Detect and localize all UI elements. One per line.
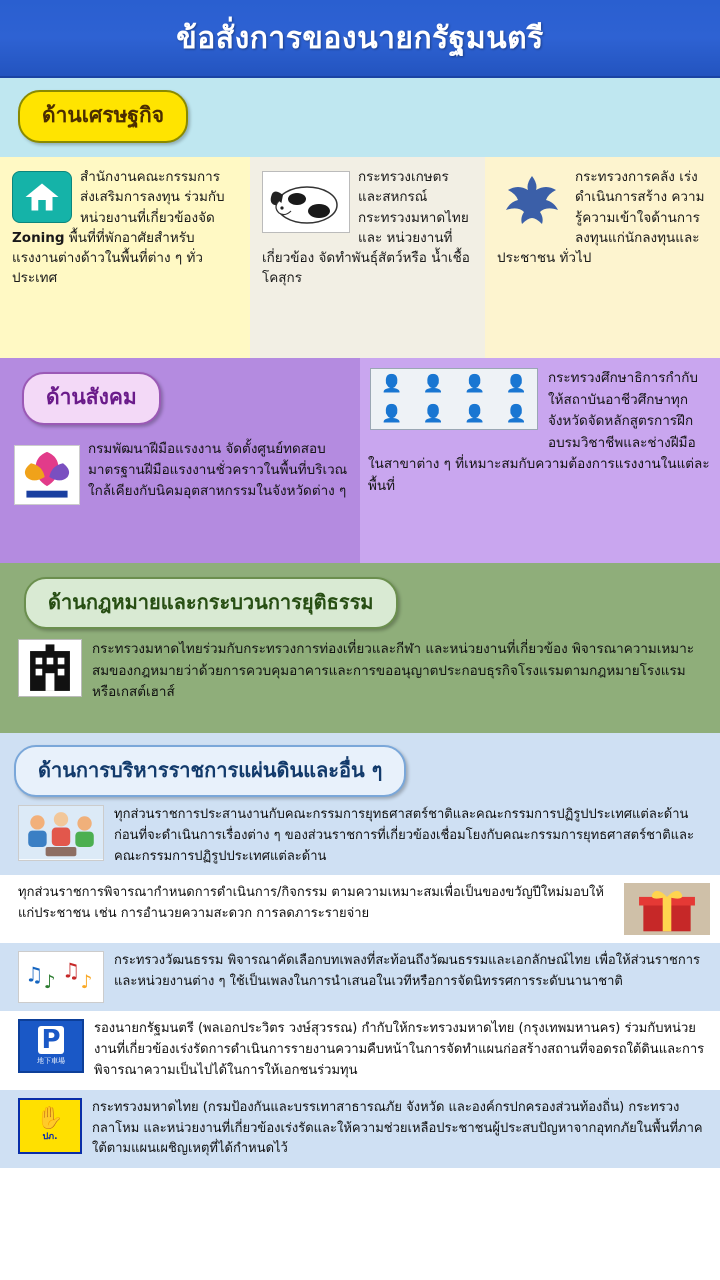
person-icon: 👤 — [422, 373, 444, 394]
svg-text:♪: ♪ — [43, 971, 56, 993]
garuda-icon — [497, 171, 567, 227]
cow-icon — [262, 171, 350, 233]
economy-card-2-line4: หน่วยงานที่ เกี่ยวข้อง — [262, 229, 453, 266]
economy-cards — [0, 157, 720, 367]
teamwork-icon — [18, 805, 104, 861]
section-admin — [0, 733, 720, 1168]
economy-card-1-line5: แรงงานต่างด้าวในพื้นที่ต่าง ๆ — [12, 250, 183, 266]
section-social-tag: ด้านสังคม — [22, 372, 161, 425]
section-admin-tag: ด้านการบริหารราชการแผ่นดินและอื่น ๆ — [14, 745, 406, 797]
admin-row — [0, 1090, 720, 1168]
social-right-text: กระทรวงศึกษาธิการกำกับให้สถาบันอาชีวศึกษาทุกจังหวัดจัดหลักสูตรการฝึกอบรมวิชาชีพและช่างฝีมือในสาขาต่าง ๆ ที่เหมาะสมกับความต้องการแรงงานในแต่ละพื้นที่ — [368, 370, 710, 494]
social-left-body — [0, 425, 360, 502]
section-economy — [0, 78, 720, 358]
svg-text:♪: ♪ — [80, 971, 93, 993]
people-grid-icon — [370, 368, 538, 430]
section-social — [0, 358, 720, 563]
home-icon — [12, 171, 72, 223]
social-left-panel — [0, 358, 360, 563]
economy-card-1-bold: Zoning — [12, 229, 65, 246]
admin-row-text: รองนายกรัฐมนตรี (พลเอกประวิตร วงษ์สุวรรณ) กำกับให้กระทรวงมหาดไทย (กรุงเทพมหานคร) ร่วมกับหน่วยงานที่เกี่ยวข้องเร่งรัดการดำเนินการรายงานความคืบหน้าในการจัดทำแผนก่อสร้างสถานที่จอดรถใต้ดินและการพิจารณาความเป็นไปได้ในการให้เอกชนร่วมทุน — [94, 1021, 705, 1078]
parking-sublabel: 地下車場 — [37, 1056, 65, 1065]
page-title: ข้อสั่งการของนายกรัฐมนตรี — [176, 20, 544, 56]
person-icon: 👤 — [381, 373, 403, 394]
gift-icon — [624, 883, 710, 935]
economy-card-2-line3: กระทรวงมหาดไทยและ — [358, 209, 469, 246]
admin-row-text: ทุกส่วนราชการพิจารณากำหนดการดำเนินการ/กิจกรรม ตามความเหมาะสมเพื่อเป็นของขวัญปีใหม่มอบให้แก่ประชาชน เช่น การอำนวยความสะดวก การลดภาระรายจ่าย — [18, 885, 604, 922]
svg-text:♫: ♫ — [25, 962, 44, 987]
music-icon — [18, 951, 104, 1003]
person-icon: 👤 — [464, 403, 486, 424]
section-law — [0, 563, 720, 733]
economy-card-1-line6: ทั่วประเทศ — [12, 250, 203, 287]
economy-card-3-line1: กระทรวงการคลัง — [575, 169, 675, 185]
admin-row — [0, 1011, 720, 1089]
economy-card-3 — [485, 157, 720, 367]
parking-icon — [18, 1019, 84, 1073]
economy-card-3-line5: ทั่วไป — [559, 250, 592, 266]
economy-card-1 — [0, 157, 250, 367]
admin-row — [0, 875, 720, 943]
admin-row-text: กระทรวงวัฒนธรรม พิจารณาคัดเลือกบทเพลงที่สะท้อนถึงวัฒนธรรมและเอกลักษณ์ไทย เพื่อให้ส่วนราชการและหน่วยงานต่าง ๆ ใช้เป็นเพลงในการนำเสนอในเวทีหรือการจัดนิทรรศการระดับนานาชาติ — [114, 953, 701, 990]
person-icon: 👤 — [505, 403, 527, 424]
section-law-tag: ด้านกฎหมายและกระบวนการยุติธรรม — [24, 577, 398, 629]
economy-card-2-line2: และสหกรณ์ — [358, 189, 428, 206]
economy-card-3-line3: ความรู้ความเข้าใจด้านการ — [575, 189, 705, 226]
agency-abbr: ปภ. — [42, 1131, 58, 1142]
economy-card-2-line1: กระทรวงเกษตร — [358, 169, 449, 185]
admin-row-text: ทุกส่วนราชการประสานงานกับคณะกรรมการยุทธศาสตร์ชาติและคณะกรรมการปฏิรูปประเทศแต่ละด้านก่อนที่จะดำเนินการเรื่องต่าง ๆ ของส่วนราชการที่เกี่ยวข้องเชื่อมโยงกับคณะกรรมการยุทธศาสตร์ชาติและคณะกรรมการปฏิรูปประเทศแต่ละด้าน — [114, 807, 694, 864]
admin-row-text: กระทรวงมหาดไทย (กรมป้องกันและบรรเทาสาธารณภัย จังหวัด และองค์กรปกครองส่วนท้องถิ่น) กระทรวงกลาโหม และหน่วยงานที่เกี่ยวข้องเร่งรัดและให้ความช่วยเหลือประชาชนผู้ประสบปัญหาจากอุทกภัยในพื้นที่ภาคใต้ตามแผนเผชิญเหตุที่ได้กำหนดไว้ — [92, 1099, 703, 1157]
law-body — [0, 629, 720, 704]
admin-row — [0, 943, 720, 1011]
svg-text:♫: ♫ — [62, 958, 81, 983]
economy-card-3-line2: เร่งดำเนินการสร้าง — [575, 169, 698, 206]
page-header — [0, 0, 720, 78]
economy-card-2-line6: น้ำเชื้อโคสุกร — [262, 250, 470, 287]
social-left-text: กรมพัฒนาฝีมือแรงงาน จัดตั้งศูนย์ทดสอบมาตรฐานฝีมือแรงงานชั่วคราวในพื้นที่บริเวณใกล้เคียงกับนิคมอุตสาหกรรมในจังหวัดต่าง ๆ — [88, 441, 348, 499]
person-icon: 👤 — [381, 403, 403, 424]
person-icon: 👤 — [464, 373, 486, 394]
law-text: กระทรวงมหาดไทยร่วมกับกระทรวงการท่องเที่ยวและกีฬา และหน่วยงานที่เกี่ยวข้อง พิจารณาความเหมาะสมของกฎหมายว่าด้วยการควบคุมอาคารและการขออนุญาตประกอบธุรกิจโรงแรมตามกฎหมายโรงแรมหรือเกสต์เฮาส์ — [92, 641, 695, 701]
building-icon — [18, 639, 82, 697]
disaster-prevention-icon — [18, 1098, 82, 1154]
economy-card-1-line1: สำนักงานคณะกรรมการ — [80, 169, 221, 185]
skill-development-logo — [14, 445, 80, 505]
economy-card-2 — [250, 157, 485, 367]
person-icon: 👤 — [505, 373, 527, 394]
economy-card-1-line3: ร่วมกับหน่วยงานที่เกี่ยวข้องจัด — [80, 189, 225, 226]
hand-glyph: ✋ — [36, 1105, 64, 1131]
person-icon: 👤 — [422, 403, 444, 424]
parking-letter: P — [38, 1026, 64, 1054]
section-economy-tag: ด้านเศรษฐกิจ — [18, 90, 188, 143]
economy-card-2-line5: จัดทำพันธุ์สัตว์หรือ — [318, 250, 427, 266]
economy-card-3-line4: ลงทุนแก่นักลงทุนและประชาชน — [497, 229, 700, 266]
admin-row — [0, 797, 720, 875]
economy-card-1-line4: พื้นที่ที่พักอาศัยสำหรับ — [68, 229, 195, 246]
social-right-panel — [360, 358, 720, 563]
economy-card-1-line2: ส่งเสริมการลงทุน — [80, 189, 180, 206]
